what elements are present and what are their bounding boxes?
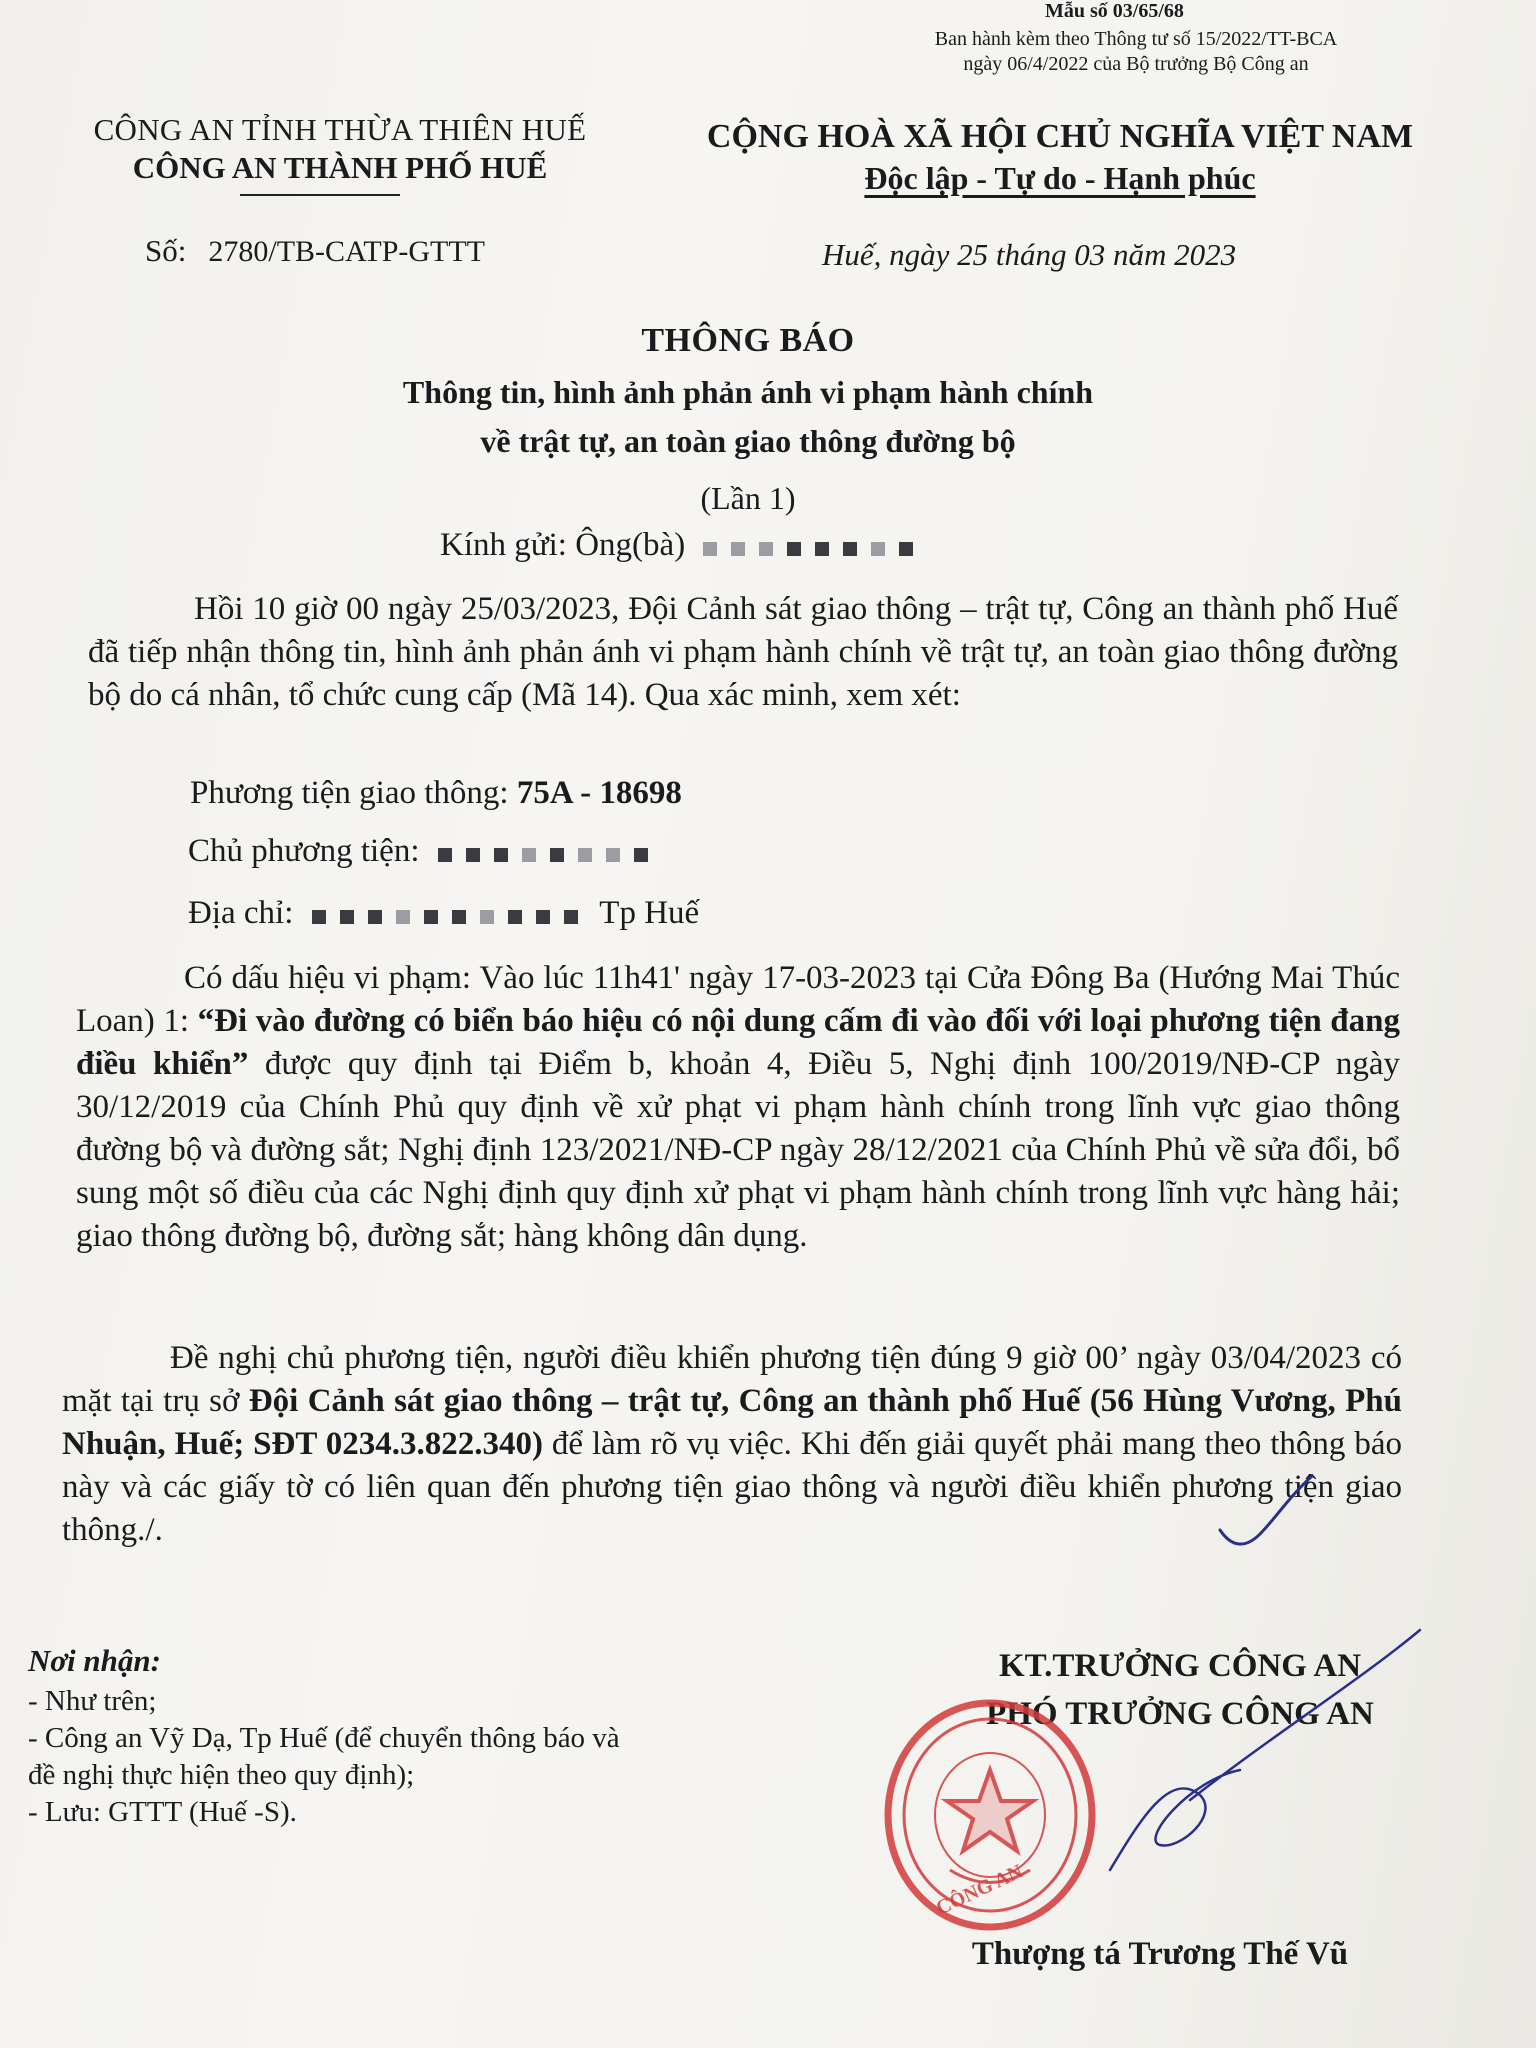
addressee-label: Kính gửi: Ông(bà)	[440, 527, 686, 563]
signer-name: Thượng tá Trương Thế Vũ	[971, 1936, 1349, 1972]
motto: Độc lập - Tự do - Hạnh phúc	[864, 160, 1256, 196]
recipient-item: - Công an Vỹ Dạ, Tp Huế (để chuyển thông báo và	[28, 1722, 620, 1754]
paragraph-request	[62, 1337, 1402, 1552]
recipients	[28, 1642, 620, 1831]
handwritten-signature	[1080, 1620, 1440, 1900]
agency-underline	[240, 194, 400, 196]
nation-heading: CỘNG HOÀ XÃ HỘI CHỦ NGHĨA VIỆT NAM	[706, 118, 1414, 155]
vehicle-plate: 75A - 18698	[516, 775, 682, 811]
request-office: Đội Cảnh sát giao thông – trật tự, Công an thành phố Huế (56 Hùng Vương, Phú Nhuận, Huế; SĐT 0234.3.822.340)	[62, 1383, 1402, 1462]
vehicle-label: Phương tiện giao thông:	[190, 775, 509, 811]
violation-intro: Có dấu hiệu vi phạm: Vào lúc 11h41' ngày 17-03-2023 tại Cửa Đông Ba (Hướng Mai Thúc Loan) 1:	[76, 960, 1400, 1039]
doc-number-value: 2780/TB-CATP-GTTT	[208, 235, 486, 268]
doc-number	[145, 233, 485, 269]
recipients-title: Nơi nhận:	[28, 1643, 161, 1678]
recipient-item: - Như trên;	[28, 1685, 157, 1717]
handwritten-tick	[1212, 1470, 1322, 1550]
form-note-line2: ngày 06/4/2022 của Bộ trưởng Bộ Công an	[963, 53, 1309, 75]
form-note	[886, 27, 1386, 77]
stamp-text: CÔNG AN	[932, 1860, 1027, 1920]
signature-title-1: KT.TRƯỞNG CÔNG AN	[998, 1648, 1362, 1684]
doc-title: THÔNG BÁO	[641, 322, 855, 359]
address-line	[188, 895, 699, 934]
request-intro: Đề nghị chủ phương tiện, người điều khiển phương tiện đúng 9 giờ 00’ ngày 03/04/2023 có mặt tại trụ sở	[62, 1340, 1402, 1419]
vehicle-line	[190, 775, 682, 812]
signature-title-2: PHÓ TRƯỞNG CÔNG AN	[986, 1696, 1374, 1732]
doc-number-label: Số:	[145, 233, 187, 268]
recipient-item: đề nghị thực hiện theo quy định);	[28, 1759, 415, 1791]
request-instructions: để làm rõ vụ việc. Khi đến giải quyết phải mang theo thông báo này và các giấy tờ có liên quan đến phương tiện giao thông và người điều khiển phương tiện giao thông./.	[62, 1426, 1403, 1548]
owner-label: Chủ phương tiện:	[188, 833, 420, 869]
notice-round: (Lần 1)	[700, 480, 796, 516]
addressee	[440, 527, 927, 566]
redacted-address	[312, 897, 592, 934]
agency-parent: CÔNG AN TỈNH THỪA THIÊN HUẾ	[93, 112, 587, 147]
recipient-item: - Lưu: GTTT (Huế -S).	[28, 1796, 297, 1828]
redacted-name	[703, 529, 927, 566]
paragraph-violation	[76, 957, 1400, 1258]
doc-subtitle-1: Thông tin, hình ảnh phản ánh vi phạm hành chính	[402, 374, 1094, 410]
violation-description: “Đi vào đường có biển báo hiệu có nội dung cấm đi vào đối với loại phương tiện đang điều khiển”	[76, 1003, 1400, 1082]
redacted-owner	[438, 835, 662, 872]
address-label: Địa chỉ:	[188, 895, 294, 931]
owner-line	[188, 833, 662, 872]
doc-subtitle-2: về trật tự, an toàn giao thông đường bộ	[480, 423, 1016, 459]
place-date: Huế, ngày 25 tháng 03 năm 2023	[822, 237, 1237, 272]
form-note-line1: Ban hành kèm theo Thông tư số 15/2022/TT-BCA	[934, 28, 1338, 50]
form-code: Mẫu số 03/65/68	[1045, 0, 1184, 22]
official-seal-icon	[880, 1695, 1100, 1935]
address-city: Tp Huế	[599, 895, 700, 931]
paragraph-intro: Hồi 10 giờ 00 ngày 25/03/2023, Đội Cảnh sát giao thông – trật tự, Công an thành phố Huế đã tiếp nhận thông tin, hình ảnh phản ánh vi phạm hành chính về trật tự, an toàn giao thông đường bộ do cá nhân, tổ chức cung cấp (Mã 14). Qua xác minh, xem xét:	[88, 591, 1398, 713]
violation-legal-basis: được quy định tại Điểm b, khoản 4, Điều 5, Nghị định 100/2019/NĐ-CP ngày 30/12/2019 của Chính Phủ quy định về xử phạt vi phạm hành chính trong lĩnh vực giao thông đường bộ và đường sắt; Nghị định 123/2021/NĐ-CP ngày 28/12/2021 của Chính Phủ về sửa đổi, bổ sung một số điều của các Nghị định quy định xử phạt vi phạm hành chính trong lĩnh vực hàng hải; giao thông đường bộ, đường sắt; hàng không dân dụng.	[76, 1046, 1400, 1254]
agency-name: CÔNG AN THÀNH PHỐ HUẾ	[132, 150, 548, 185]
